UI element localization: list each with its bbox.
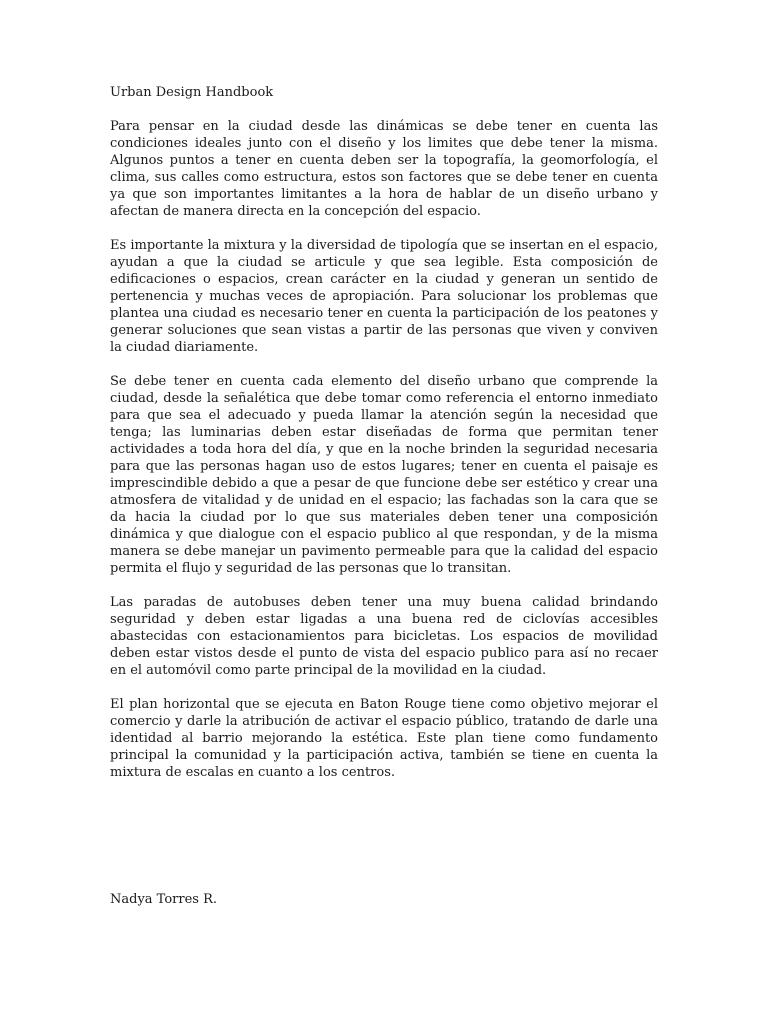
- document-title: Urban Design Handbook: [110, 85, 274, 100]
- paragraph-1: Para pensar en la ciudad desde las dinámicas se debe tener en cuenta las condiciones ideales junto con el diseño y los limites que debe tener la misma. Algunos puntos a tener en cuenta deben ser la topografía, la geomorfología, el clima, sus calles como estructura, estos son factores que se debe tener en cuenta ya que son importantes limitantes a la hora de hablar de un diseño urbano y afectan de manera directa en la concepción del espacio.: [110, 119, 658, 219]
- author-signature: Nadya Torres R.: [110, 892, 218, 907]
- paragraph-3: Se debe tener en cuenta cada elemento del diseño urbano que comprende la ciudad, desde la señalética que debe tomar como referencia el entorno inmediato para que sea el adecuado y pueda llamar la atención según la necesidad que tenga; las luminarias deben estar diseñadas de forma que permitan tener actividades a toda hora del día, y que en la noche brinden la seguridad necesaria para que las personas hagan uso de estos lugares; tener en cuenta el paisaje es imprescindible debido a que a pesar de que funcione debe ser estético y crear una atmosfera de vitalidad y de unidad en el espacio; las fachadas son la cara que se da hacia la ciudad por lo que sus materiales deben tener una composición dinámica y que dialogue con el espacio publico al que respondan, y de la misma manera se debe manejar un pavimento permeable para que la calidad del espacio permita el flujo y seguridad de las personas que lo transitan.: [110, 374, 658, 576]
- document-body: [110, 84, 658, 798]
- paragraph-5: El plan horizontal que se ejecuta en Baton Rouge tiene como objetivo mejorar el comercio y darle la atribución de activar el espacio público, tratando de darle una identidad al barrio mejorando la estética. Este plan tiene como fundamento principal la comunidad y la participación activa, también se tiene en cuenta la mixtura de escalas en cuanto a los centros.: [110, 697, 658, 780]
- paragraph-2: Es importante la mixtura y la diversidad de tipología que se insertan en el espacio, ayudan a que la ciudad se articule y que sea legible. Esta composición de edificaciones o espacios, crean carácter en la ciudad y generan un sentido de pertenencia y muchas veces de apropiación. Para solucionar los problemas que plantea una ciudad es necesario tener en cuenta la participación de los peatones y generar soluciones que sean vistas a partir de las personas que viven y conviven la ciudad diariamente.: [110, 238, 658, 355]
- paragraph-4: Las paradas de autobuses deben tener una muy buena calidad brindando seguridad y deben estar ligadas a una buena red de ciclovías accesibles abastecidas con estacionamientos para bicicletas. Los espacios de movilidad deben estar vistos desde el punto de vista del espacio publico para así no recaer en el automóvil como parte principal de la movilidad en la ciudad.: [110, 595, 658, 678]
